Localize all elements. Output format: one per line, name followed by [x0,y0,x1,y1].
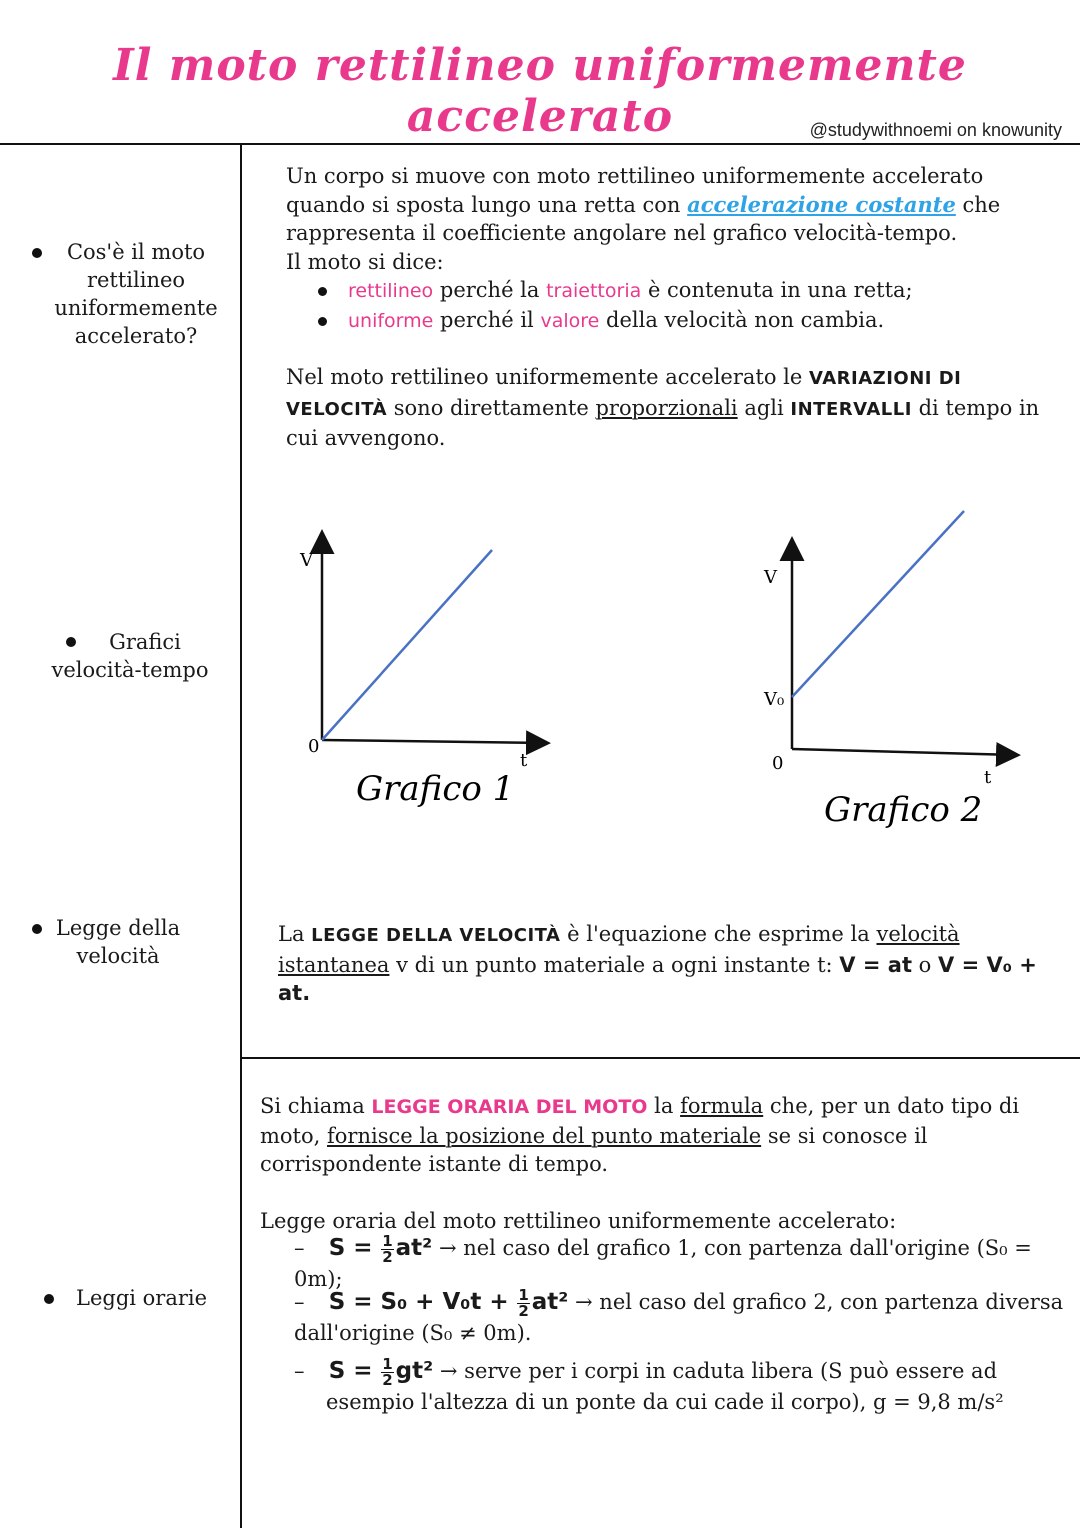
fraction-half [517,1288,529,1319]
header-divider [0,143,1080,145]
underlined-velocita-istantanea: velocità istantanea [278,922,960,977]
graph-1 [280,520,570,820]
text: è contenuta in una retta; [647,278,913,302]
formula-s-s0-v0t: S = S₀ + V₀t + [328,1289,509,1315]
graph-1-line [322,550,492,740]
keyword-uniforme: uniforme [348,309,434,332]
formula-s: S = [328,1358,373,1384]
keyword-legge-oraria: LEGGE ORARIA DEL MOTO [371,1096,648,1118]
text: v di un punto materiale a ogni instante t: [396,952,833,977]
definition-paragraph [286,162,1056,248]
keyword-intervalli: INTERVALLI [790,398,912,420]
fraction-num: 1 [382,1355,393,1373]
graph-2-origin-label: 0 [772,753,784,774]
column-divider [240,144,242,1528]
fraction-half [381,1234,393,1265]
graph-2-title: Grafico 2 [824,790,983,830]
text: di tempo in cui avvengono. [286,395,1040,450]
fraction-den: 2 [382,1371,393,1389]
graph-2 [750,505,1050,835]
text: agli [744,395,784,420]
keyword-valore: valore [540,309,600,332]
sidebar-q4 [40,1284,220,1312]
formula-v-v0-at: V = V₀ + at. [278,952,1037,1005]
formula-item-2 [294,1288,1064,1347]
keyword-legge-velocita: LEGGE DELLA VELOCITÀ [311,925,561,946]
time-law-intro: Legge oraria del moto rettilineo uniformemente accelerato: [260,1208,897,1233]
text: perché la [439,278,540,302]
dash: – [294,1290,305,1314]
page-title: Il moto rettilineo uniformemente accelerato [113,40,967,142]
fraction-half [381,1357,393,1388]
fraction-den: 2 [518,1302,529,1320]
graph-1-x-axis [322,740,546,743]
keyword-variazioni: VARIAZIONI DI VELOCITÀ [286,368,962,420]
text: la [654,1094,674,1118]
section-divider [241,1057,1080,1059]
sidebar-q4-text: Leggi orarie [76,1286,208,1310]
formula-gt2: gt² [395,1358,434,1384]
time-law-definition [260,1092,1060,1179]
text: Un corpo si muove con moto rettilineo uniformemente accelerato quando si sposta lungo una retta con [286,164,984,217]
formula-v-at: V = at [839,952,912,977]
underlined-proporzionali: proporzionali [595,395,738,420]
velocity-law-block [278,920,1048,1008]
moto-si-dice: Il moto si dice: [286,249,444,274]
formula-at2: at² [395,1235,433,1261]
bullet-dot [32,924,42,934]
bullet-dot [44,1294,54,1304]
formula-item-1 [294,1232,1064,1291]
list-item [348,276,1056,306]
bullet-dot [32,248,42,258]
text: che rappresenta il coefficiente angolare nel grafico velocità-tempo. [286,192,1001,245]
fraction-num: 1 [382,1232,393,1250]
sidebar-q1 [28,238,228,350]
underlined-posizione: fornisce la posizione del punto materiale [327,1123,762,1148]
keyword-traiettoria: traiettoria [546,280,642,302]
text: perché il [440,307,534,332]
sidebar-q1-text: Cos'è il moto rettilineo uniformemente accelerato? [54,240,218,348]
formula-at2: at² [531,1289,569,1315]
graph-1-v-label: V [300,550,313,571]
list-item [348,306,1056,336]
formula-2-description: → nel caso del grafico 2, con partenza diversa dall'origine (S₀ ≠ 0m). [294,1290,1064,1345]
graph-2-v0-label: V₀ [764,689,785,710]
text: Nel moto rettilineo uniformemente accelerato le [286,365,803,389]
graph-1-title: Grafico 1 [356,769,515,809]
graph-2-x-axis [792,749,1016,755]
author-credit: @studywithnoemi on knowunity [809,120,1062,140]
formula-1-description: → nel caso del grafico 1, con partenza dall'origine (S₀ = 0m); [294,1236,1032,1291]
text: se si conosce il corrispondente istante di tempo. [260,1123,928,1176]
text: o [918,952,932,977]
formula-item-3 [294,1357,1064,1416]
sidebar-q2-text: Grafici velocità-tempo [51,630,209,682]
text: sono direttamente [393,395,589,420]
variations-paragraph [286,363,1056,453]
underlined-formula: formula [680,1094,764,1118]
text: Si chiama [260,1094,365,1118]
time-law-block [260,1092,1060,1235]
graph-2-v-label: V [764,567,777,588]
formula-list [294,1234,1064,1416]
definition-block [286,162,1056,453]
text: della velocità non cambia. [606,307,885,332]
dash: – [294,1359,305,1383]
graph-1-t-label: t [520,750,528,771]
formula-3-description: → serve per i corpi in caduta libera (S può essere ad esempio l'altezza di un ponte da cui cade il corpo), g = 9,8 m/s² [326,1359,1004,1414]
keyword-accelerazione: accelerazione costante [687,191,956,217]
graph-2-line [792,511,964,697]
graph-1-origin-label: 0 [308,736,320,757]
property-list [286,276,1056,335]
text: è l'equazione che esprime la [567,922,870,946]
text: che, per un dato tipo di moto, [260,1094,1020,1148]
graph-2-t-label: t [984,767,992,788]
sidebar-q3-text: Legge della velocità [55,916,181,968]
sidebar-q2 [40,628,220,684]
bullet-dot [66,637,76,647]
keyword-rettilineo: rettilineo [348,280,434,302]
fraction-den: 2 [382,1248,393,1266]
formula-s: S = [328,1235,373,1261]
sidebar-q3 [28,914,208,970]
dash: – [294,1236,305,1260]
fraction-num: 1 [518,1286,529,1304]
text: La [278,922,305,946]
